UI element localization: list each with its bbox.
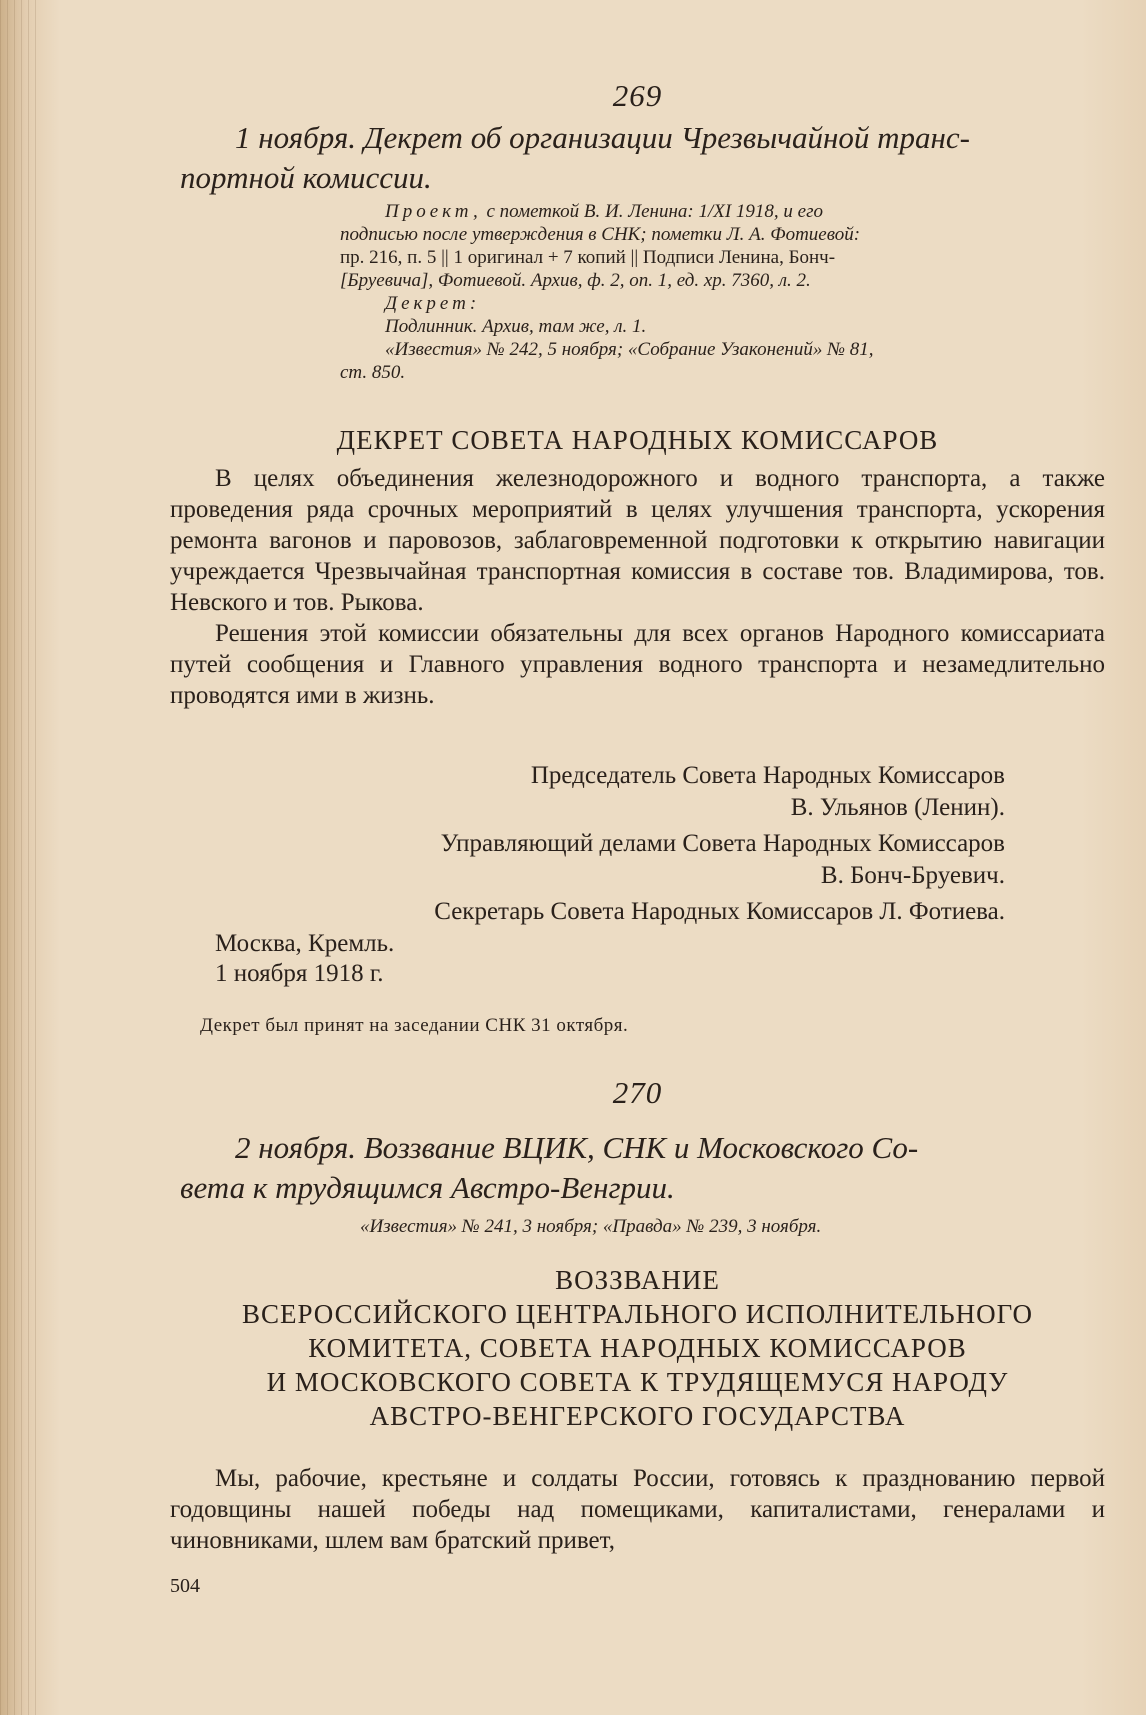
decree-title: ДЕКРЕТ СОВЕТА НАРОДНЫХ КОМИССАРОВ [336, 425, 939, 455]
signature-date: 1 ноября 1918 г. [215, 960, 384, 987]
source-text: с пометкой В. И. Ленина: 1/XI 1918, и его [481, 201, 824, 222]
decree-paragraph-2: Решения этой комиссии обязательны для всех органов Народного комиссариата путей сообщения и Главного управления водного транспорта и незамедлительно проводятся ими в жизнь. [170, 620, 1105, 709]
entry-number-270: 270 [612, 1075, 663, 1110]
signature-manager-name: В. Бонч-Бруевич. [820, 862, 1005, 889]
signature-manager-title: Управляющий делами Совета Народных Комиссаров [440, 830, 1005, 857]
headline-line-1: 1 ноября. Декрет об организации Чрезвычайной транс- [235, 120, 970, 155]
appeal-body [170, 1463, 1105, 1556]
source-label-project: Проект, [385, 201, 482, 222]
source-line: подписью после утверждения в СНК; пометки Л. А. Фотиевой: [340, 224, 861, 245]
source-label-decree: Декрет: [385, 293, 481, 314]
source-line: ст. 850. [340, 362, 406, 383]
source-line: «Известия» № 242, 5 ноября; «Собрание Узаконений» № 81, [385, 339, 874, 360]
page-edge [0, 0, 36, 1715]
source-line: [Бруевича], Фотиевой. Архив, ф. 2, оп. 1, ед. хр. 7360, л. 2. [340, 270, 811, 291]
appeal-title-line: АВСТРО-ВЕНГЕРСКОГО ГОСУДАРСТВА [369, 1401, 906, 1431]
signature-chair-title: Председатель Совета Народных Комиссаров [530, 762, 1005, 789]
signature-place: Москва, Кремль. [215, 930, 395, 957]
archival-source-270: «Известия» № 241, 3 ноября; «Правда» № 239, 3 ноября. [360, 1216, 822, 1237]
appeal-title [170, 1263, 1105, 1433]
signature-chair-name: В. Ульянов (Ленин). [790, 794, 1005, 821]
headline-line-1: 2 ноября. Воззвание ВЦИК, СНК и Московского Со- [235, 1130, 919, 1165]
archival-source-269 [340, 200, 1110, 384]
appeal-title-line: ВСЕРОССИЙСКОГО ЦЕНТРАЛЬНОГО ИСПОЛНИТЕЛЬНОГО [241, 1299, 1034, 1329]
entry-headline-270 [180, 1128, 1105, 1208]
entry-number-269: 269 [612, 78, 663, 113]
appeal-title-line: И МОСКОВСКОГО СОВЕТА К ТРУДЯЩЕМУСЯ НАРОДУ [266, 1367, 1009, 1397]
decree-body [170, 463, 1105, 711]
signature-secretary: Секретарь Совета Народных Комиссаров Л. Фотиева. [434, 898, 1005, 925]
headline-line-2: портной комиссии. [180, 160, 432, 195]
source-line: пр. 216, п. 5 || 1 оригинал + 7 копий || Подписи Ленина, Бонч- [340, 247, 836, 268]
decree-note: Декрет был принят на заседании СНК 31 октября. [200, 1015, 629, 1036]
source-line [340, 200, 1110, 223]
decree-paragraph-1: В целях объединения железнодорожного и водного транспорта, а также проведения ряда срочных мероприятий в целях улучшения транспорта, ускорения ремонта вагонов и паровозов, заблаговременной подготовки к открытию навигации учреждается Чрезвычайная транспортная комиссия в составе тов. Владимирова, тов. Невского и тов. Рыкова. [170, 465, 1105, 616]
page-number: 504 [170, 1575, 200, 1597]
entry-headline-269 [180, 118, 1105, 198]
appeal-paragraph-1: Мы, рабочие, крестьяне и солдаты России, готовясь к празднованию первой годовщины нашей победы над помещиками, капиталистами, генералами и чиновниками, шлем вам братский привет, [170, 1465, 1105, 1554]
appeal-title-line: ВОЗЗВАНИЕ [555, 1265, 720, 1295]
headline-line-2: вета к трудящимся Австро-Венгрии. [180, 1170, 675, 1205]
appeal-title-line: КОМИТЕТА, СОВЕТА НАРОДНЫХ КОМИССАРОВ [308, 1333, 967, 1363]
source-line: Подлинник. Архив, там же, л. 1. [385, 316, 647, 337]
